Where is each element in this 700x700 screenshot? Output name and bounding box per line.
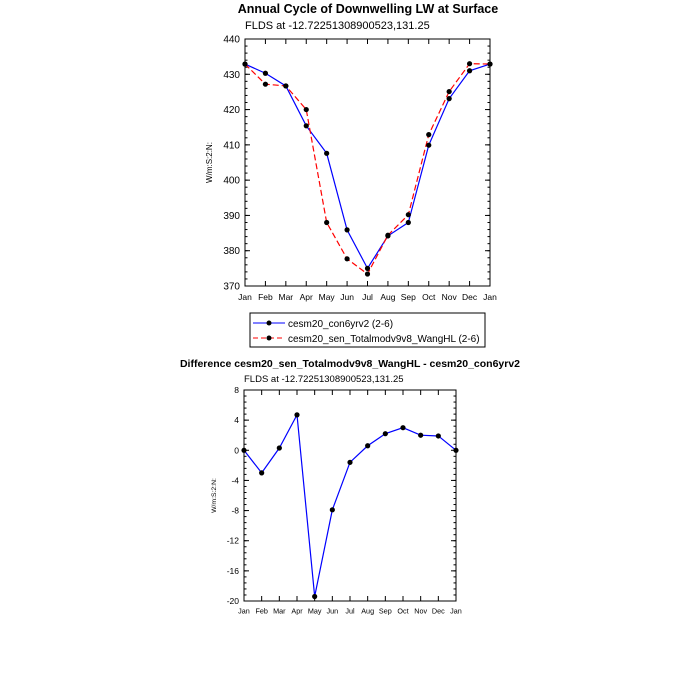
y-tick-label: 390 xyxy=(223,210,240,222)
chart-title-bottom: Difference cesm20_sen_Totalmodv9v8_WangHL - cesm20_con6yrv2 xyxy=(179,358,521,370)
data-point-series-2 xyxy=(365,271,370,276)
data-point-series-1 xyxy=(406,220,411,225)
data-point-series-1 xyxy=(277,445,282,450)
x-tick-label: Sep xyxy=(378,606,392,616)
x-tick-label: May xyxy=(307,606,322,616)
x-tick-label: Sep xyxy=(400,292,416,302)
x-tick-label: Apr xyxy=(291,606,303,616)
data-point-series-2 xyxy=(447,89,452,94)
legend-label-series-2: cesm20_sen_Totalmodv9v8_WangHL (2-6) xyxy=(288,334,480,345)
x-tick-label: Nov xyxy=(414,606,428,616)
data-point-series-2 xyxy=(406,212,411,217)
data-point-series-1 xyxy=(400,425,405,430)
y-tick-label: 4 xyxy=(234,415,239,426)
data-point-series-1 xyxy=(304,123,309,128)
x-tick-label: Mar xyxy=(278,292,294,302)
x-tick-label: Aug xyxy=(361,606,375,616)
data-point-series-1 xyxy=(383,431,388,436)
chart-subtitle-bottom: FLDS at -12.72251308900523,131.25 xyxy=(244,374,404,385)
x-tick-label: Feb xyxy=(258,292,273,302)
y-tick-label: -4 xyxy=(231,475,239,486)
y-tick-label: -12 xyxy=(226,535,239,546)
y-tick-label: 410 xyxy=(223,140,240,152)
series-line-1 xyxy=(245,64,490,268)
x-tick-label: Oct xyxy=(422,292,436,302)
y-tick-label: 0 xyxy=(234,445,239,456)
x-tick-label: Jan xyxy=(238,606,250,616)
data-point-series-1 xyxy=(347,460,352,465)
plot-frame xyxy=(245,39,490,286)
legend-label-series-1: cesm20_con6yrv2 (2-6) xyxy=(288,319,394,330)
data-point-series-1 xyxy=(324,151,329,156)
x-tick-label: Aug xyxy=(380,292,396,302)
x-tick-label: Jul xyxy=(345,606,355,616)
x-tick-label: Jan xyxy=(238,292,252,302)
x-tick-label: Oct xyxy=(397,606,409,616)
data-point-series-1 xyxy=(436,433,441,438)
data-point-series-1 xyxy=(426,143,431,148)
x-tick-label: Apr xyxy=(299,292,313,302)
data-point-series-2 xyxy=(324,220,329,225)
series-line-1 xyxy=(244,415,456,597)
y-tick-label: 420 xyxy=(223,105,240,117)
y-axis-label: W/m:S:2:N: xyxy=(205,142,214,183)
data-point-series-1 xyxy=(312,594,317,599)
x-tick-label: Jul xyxy=(362,292,373,302)
x-tick-label: Jan xyxy=(483,292,497,302)
x-tick-label: May xyxy=(318,292,335,302)
data-point-series-2 xyxy=(467,61,472,66)
data-point-series-1 xyxy=(263,71,268,76)
data-point-series-1 xyxy=(259,470,264,475)
data-point-series-2 xyxy=(304,107,309,112)
y-tick-label: 8 xyxy=(234,384,239,395)
data-point-series-1 xyxy=(241,448,246,453)
x-tick-label: Dec xyxy=(462,292,478,302)
data-point-series-1 xyxy=(365,443,370,448)
data-point-series-1 xyxy=(365,266,370,271)
y-axis-label: W/m:S:2:N: xyxy=(211,478,218,513)
data-point-series-1 xyxy=(467,68,472,73)
y-tick-label: -20 xyxy=(226,595,239,606)
y-tick-label: 430 xyxy=(223,69,240,81)
x-tick-label: Jun xyxy=(340,292,354,302)
series-line-2 xyxy=(245,64,490,274)
x-tick-label: Jun xyxy=(326,606,339,616)
data-point-series-2 xyxy=(385,233,390,238)
data-point-series-1 xyxy=(418,433,423,438)
data-point-series-2 xyxy=(487,61,492,66)
y-tick-label: 400 xyxy=(223,175,240,187)
plot-frame xyxy=(244,390,456,601)
legend xyxy=(250,313,485,347)
x-tick-label: Nov xyxy=(441,292,457,302)
chart-subtitle-top: FLDS at -12.72251308900523,131.25 xyxy=(245,20,430,32)
x-tick-label: Feb xyxy=(255,606,268,616)
data-point-series-1 xyxy=(330,507,335,512)
data-point-series-2 xyxy=(242,61,247,66)
x-tick-label: Dec xyxy=(431,606,445,616)
chart-title-top: Annual Cycle of Downwelling LW at Surface xyxy=(237,2,499,16)
plot-top xyxy=(205,35,497,303)
data-point-series-2 xyxy=(283,83,288,88)
y-tick-label: 440 xyxy=(223,34,240,46)
data-point-series-1 xyxy=(294,412,299,417)
data-point-series-1 xyxy=(453,448,458,453)
y-tick-label: -8 xyxy=(231,505,239,516)
y-tick-label: -16 xyxy=(226,565,239,576)
data-point-series-2 xyxy=(263,82,268,87)
x-tick-label: Mar xyxy=(273,606,286,616)
y-tick-label: 380 xyxy=(223,246,240,258)
plot-bottom xyxy=(211,385,462,616)
data-point-series-2 xyxy=(344,256,349,261)
data-point-series-1 xyxy=(344,227,349,232)
data-point-series-1 xyxy=(447,96,452,101)
data-point-series-2 xyxy=(426,132,431,137)
x-tick-label: Jan xyxy=(450,606,462,616)
y-tick-label: 370 xyxy=(223,281,240,293)
